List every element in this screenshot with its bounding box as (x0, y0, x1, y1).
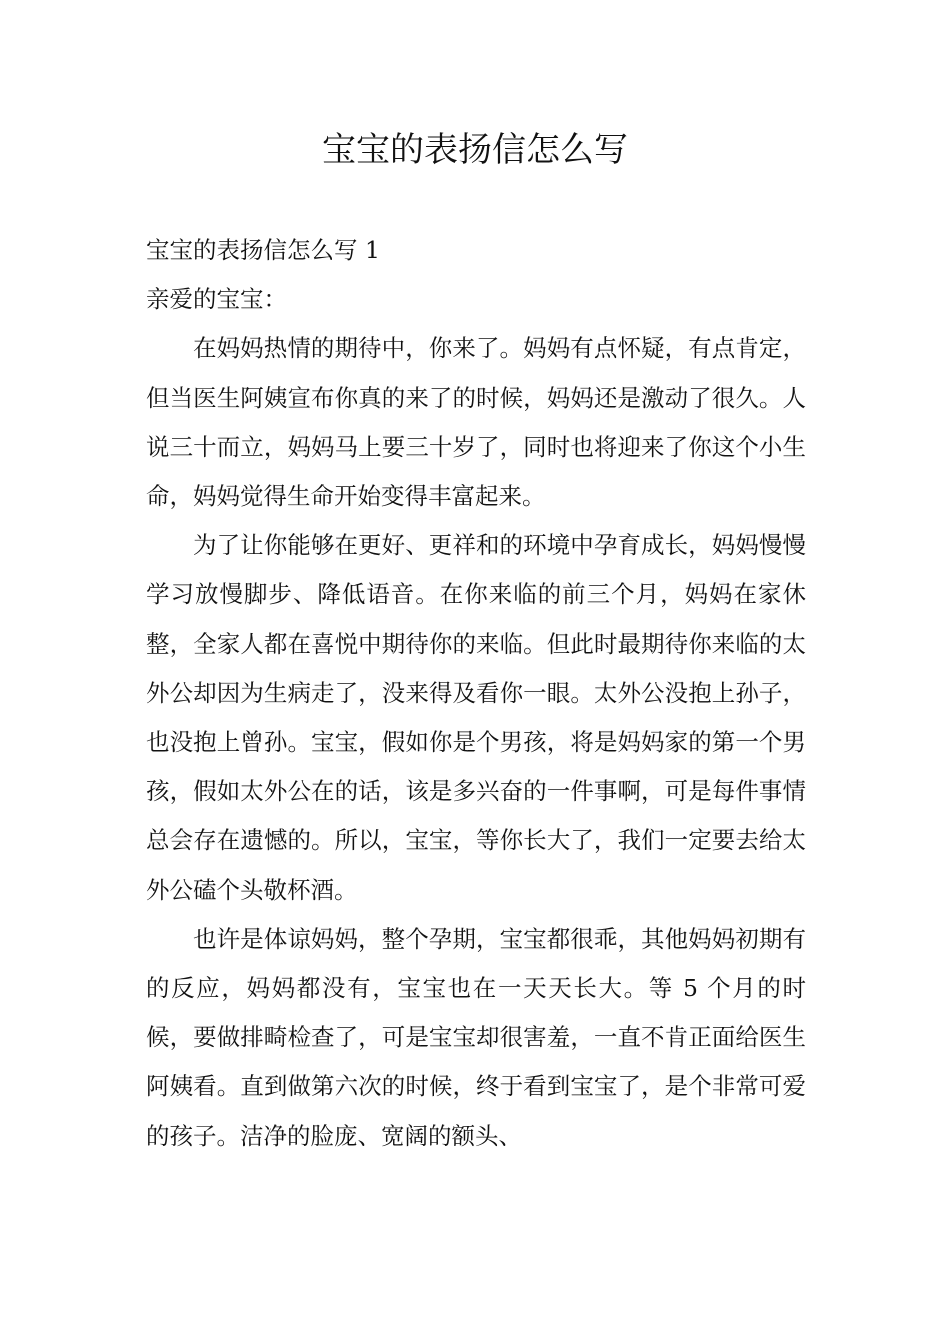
section-heading: 宝宝的表扬信怎么写 1 (146, 236, 380, 264)
paragraph-1: 在妈妈热情的期待中，你来了。妈妈有点怀疑，有点肯定，但当医生阿姨宣布你真的来了的时候，妈妈还是激动了很久。人说三十而立，妈妈马上要三十岁了，同时也将迎来了你这个小生命，妈妈觉得生命开始变得丰富起来。 (146, 334, 806, 511)
document-title: 宝宝的表扬信怎么写 (322, 130, 628, 170)
document-body (146, 226, 806, 1161)
paragraph-2: 为了让你能够在更好、更祥和的环境中孕育成长，妈妈慢慢学习放慢脚步、降低语音。在你来临的前三个月，妈妈在家休整，全家人都在喜悦中期待你的来临。但此时最期待你来临的太外公却因为生病走了，没来得及看你一眼。太外公没抱上孙子，也没抱上曾孙。宝宝，假如你是个男孩，将是妈妈家的第一个男孩，假如太外公在的话，该是多兴奋的一件事啊，可是每件事情总会存在遗憾的。所以，宝宝，等你长大了，我们一定要去给太外公磕个头敬杯酒。 (146, 531, 806, 904)
salutation: 亲爱的宝宝： (146, 285, 287, 314)
paragraph-3: 也许是体谅妈妈，整个孕期，宝宝都很乖，其他妈妈初期有的反应，妈妈都没有，宝宝也在一天天长大。等 5 个月的时候，要做排畸检查了，可是宝宝却很害羞，一直不肯正面给医生阿姨看。直到做第六次的时候，终于看到宝宝了，是个非常可爱的孩子。洁净的脸庞、宽阔的额头、 (146, 924, 806, 1150)
